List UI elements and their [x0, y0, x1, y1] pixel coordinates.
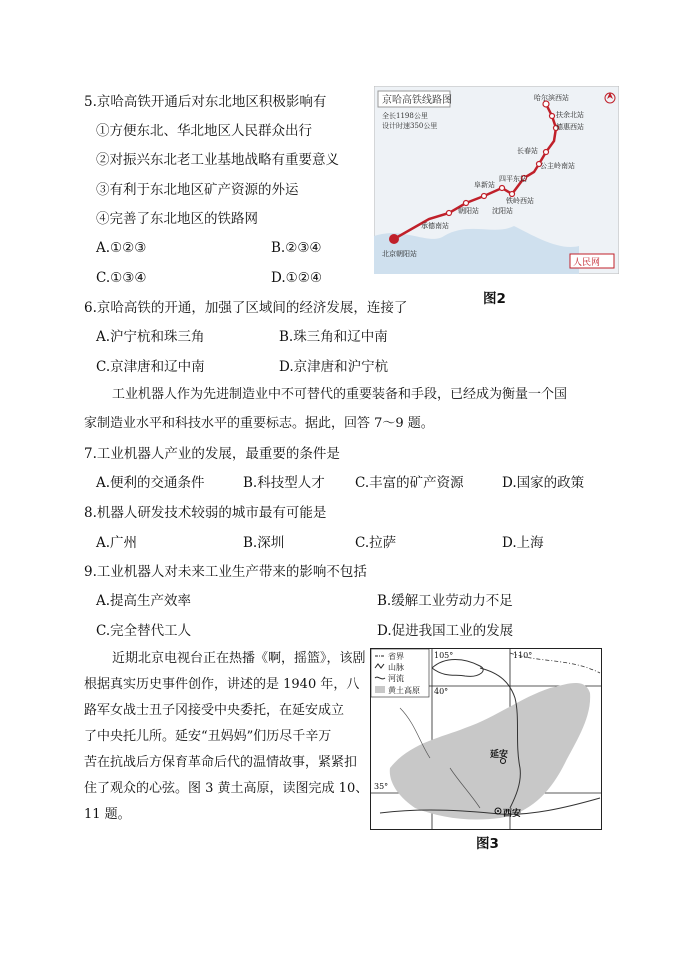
fig2-length: 全长1198公里 — [382, 112, 428, 120]
fig2-title: 京哈高铁线路图 — [382, 95, 452, 106]
city-xian: 西安 — [503, 809, 522, 819]
station-gongzhuling: 公主岭南站 — [540, 162, 575, 170]
q5-item-1: ①方便东北、华北地区人民群众出行 — [96, 123, 312, 139]
q8-stem: 8.机器人研发技术较弱的城市最有可能是 — [84, 505, 327, 521]
q7-option-c: C.丰富的矿产资源 — [355, 475, 464, 491]
fig2-speed: 设计时速350公里 — [382, 122, 438, 130]
legend-river: 河流 — [388, 674, 404, 683]
intro-10-11-line-3: 路军女战士丑子冈接受中央委托，在延安成立 — [84, 703, 345, 718]
q5-option-a: A.①②③ — [96, 240, 147, 256]
q5-item-4: ④完善了东北地区的铁路网 — [96, 211, 258, 227]
intro-7-9-line-1: 工业机器人作为先进制造业中不可替代的重要装备和手段，已经成为衡量一个国 — [112, 387, 568, 402]
station-beijing: 北京朝阳站 — [382, 250, 417, 258]
q5-option-b: B.②③④ — [271, 240, 322, 256]
lon-105: 105° — [434, 651, 454, 660]
q5-item-2: ②对振兴东北老工业基地战略有重要意义 — [96, 152, 339, 168]
legend-mountain: 山脉 — [388, 663, 404, 672]
station-chengde: 承德南站 — [421, 222, 449, 230]
q9-option-a: A.提高生产效率 — [96, 593, 192, 609]
station-changchun: 长春站 — [517, 147, 538, 155]
intro-10-11-line-2: 根据真实历史事件创作，讲述的是 1940 年，八 — [84, 677, 360, 692]
q9-option-d: D.促进我国工业的发展 — [377, 623, 514, 639]
q8-option-a: A.广州 — [96, 535, 138, 551]
station-dehui: 德惠西站 — [556, 123, 584, 131]
q7-stem: 7.工业机器人产业的发展，最重要的条件是 — [84, 446, 340, 462]
q9-stem: 9.工业机器人对未来工业生产带来的影响不包括 — [84, 564, 367, 580]
q7-option-d: D.国家的政策 — [502, 475, 585, 491]
q5-stem: 5.京哈高铁开通后对东北地区积极影响有 — [84, 94, 327, 110]
fig3-caption: 图3 — [476, 836, 499, 852]
lat-40: 40° — [434, 687, 449, 696]
intro-10-11-line-1: 近期北京电视台正在热播《啊，摇篮》，该剧 — [112, 651, 366, 666]
lat-35: 35° — [374, 782, 389, 791]
legend-boundary: 省界 — [388, 652, 404, 661]
q6-option-c: C.京津唐和辽中南 — [96, 359, 205, 375]
fig3-loess-plateau-map — [370, 648, 602, 830]
city-yanan: 延安 — [490, 750, 509, 760]
q6-option-b: B.珠三角和辽中南 — [279, 329, 388, 345]
intro-7-9-line-2: 家制造业水平和科技水平的重要标志。据此，回答 7～9 题。 — [84, 416, 434, 431]
q6-option-d: D.京津唐和沪宁杭 — [279, 359, 389, 375]
intro-10-11-line-7: 11 题。 — [84, 807, 131, 822]
q7-option-a: A.便利的交通条件 — [96, 475, 205, 491]
q5-option-c: C.①③④ — [96, 270, 147, 286]
station-fuxin: 阜新站 — [474, 181, 495, 189]
station-harbin: 哈尔滨西站 — [534, 94, 569, 102]
q8-option-d: D.上海 — [502, 535, 544, 551]
station-chaoyang: 朝阳站 — [458, 207, 479, 215]
q5-option-d: D.①②④ — [271, 270, 322, 286]
q9-option-b: B.缓解工业劳动力不足 — [377, 593, 513, 609]
station-siping: 四平东站 — [499, 175, 527, 183]
fig2-logo: 人民网 — [573, 258, 601, 268]
station-shenyang: 沈阳站 — [492, 207, 513, 215]
q7-option-b: B.科技型人才 — [243, 475, 325, 491]
legend-plateau: 黄土高原 — [388, 686, 420, 695]
q9-option-c: C.完全替代工人 — [96, 623, 192, 639]
lon-110: 110° — [513, 651, 533, 660]
q8-option-c: C.拉萨 — [355, 535, 397, 551]
station-tieling: 铁岭西站 — [506, 197, 534, 205]
q6-stem: 6.京哈高铁的开通，加强了区域间的经济发展，连接了 — [84, 300, 408, 316]
intro-10-11-line-5: 苦在抗战后方保育革命后代的温情故事，紧紧扣 — [84, 755, 358, 770]
station-fuyu: 扶余北站 — [556, 111, 584, 119]
q6-option-a: A.沪宁杭和珠三角 — [96, 329, 205, 345]
fig2-railway-map — [374, 86, 619, 274]
fig2-caption: 图2 — [483, 291, 506, 307]
intro-10-11-line-6: 住了观众的心弦。图 3 黄土高原，读图完成 10、 — [84, 781, 369, 796]
q5-item-3: ③有利于东北地区矿产资源的外运 — [96, 182, 299, 198]
intro-10-11-line-4: 了中央托儿所。延安“丑妈妈”们历尽千辛万 — [84, 729, 332, 744]
q8-option-b: B.深圳 — [243, 535, 285, 551]
